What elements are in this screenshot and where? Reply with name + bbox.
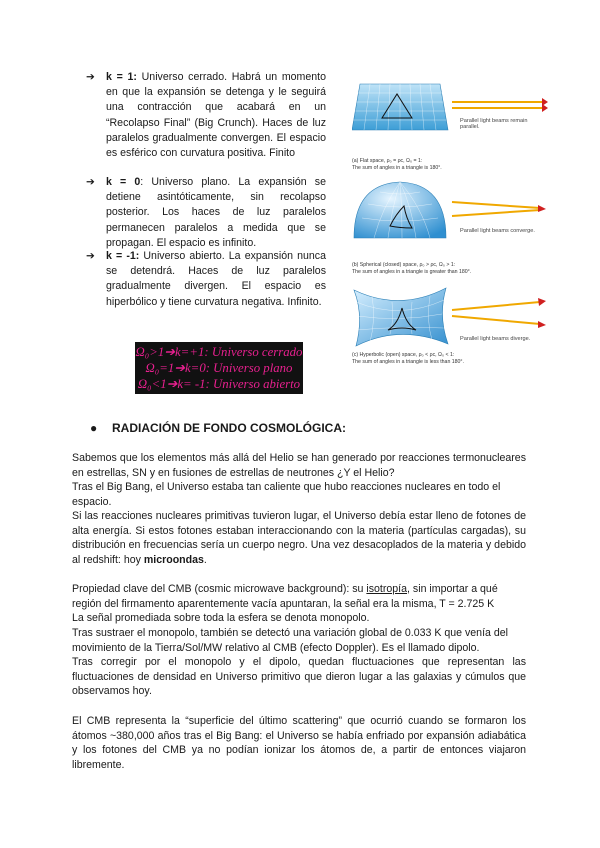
flat-grid-illustration bbox=[352, 78, 548, 144]
caption-line: The sum of angles in a triangle is 180°. bbox=[352, 165, 442, 171]
k-item-label: k = 1: bbox=[106, 71, 137, 83]
underlined-term: isotropía bbox=[366, 583, 408, 595]
paragraph-isotropy bbox=[72, 582, 526, 611]
arrow-right-icon: ➔ bbox=[86, 250, 95, 262]
beam-label: Parallel light beams diverge. bbox=[460, 336, 531, 342]
caption-line: (b) Spherical (closed) space, ρ₀ > ρc, Ω₀ > 1: bbox=[352, 262, 456, 268]
caption-line: (a) Flat space, ρ₀ = ρc, Ω₀ = 1: bbox=[352, 158, 423, 164]
bold-term: microondas bbox=[143, 553, 204, 566]
curvature-figure bbox=[352, 78, 548, 372]
section-title: RADIACIÓN DE FONDO COSMOLÓGICA: bbox=[112, 421, 346, 435]
sphere-illustration bbox=[352, 178, 548, 252]
k-item-label: k = 0 bbox=[106, 176, 141, 188]
flat-space-figure bbox=[352, 78, 548, 162]
paragraph-last-scattering: El CMB representa la “superficie del último scattering” que ocurrió cuando se formaron los átomos ~380,000 años tras el Big Bang: el Universo se había enfriado por expansión adiabática y los fotones del CMB ya no podían ionizar los átomos de, a partir de entonces viajaron libremente. bbox=[72, 715, 526, 771]
omega-formula-box bbox=[135, 342, 303, 394]
caption-line: The sum of angles in a triangle is greater than 180°. bbox=[352, 269, 472, 275]
paragraph-helium: Sabemos que los elementos más allá del Helio se han generado por reacciones termonucleares en estrellas, SN y en fusiones de estrellas de neutrones ¿Y el Helio? bbox=[72, 452, 526, 479]
paragraph-dipole: Tras sustraer el monopolo, también se detectó una variación global de 0.033 K que venía del movimiento de la Tierra/Sol/MW relativo al CMB (efecto Doppler). Es el llamado dipolo. bbox=[72, 627, 508, 654]
k-item-closed bbox=[86, 70, 326, 161]
paragraph-photons bbox=[72, 509, 526, 567]
paragraph-monopole: La señal promediada sobre toda la esfera se denota monopolo. bbox=[72, 612, 370, 624]
paragraph-text: Si las reacciones nucleares primitivas tuvieron lugar, el Universo debía estar lleno de fotones de alta energía. Si estos fotones estaban interaccionando con la materia (partículas cargadas), su distribución en frecuencias sería un cuerpo negro. Una vez desacoplados de la materia y debido al redshift: hoy bbox=[72, 510, 526, 566]
paragraph-fluctuations: Tras corregir por el monopolo y el dipolo, quedan fluctuaciones que representan las fluctuaciones de densidad en Universo primitivo que dieron lugar a las galaxias y cúmulos que observamos hoy. bbox=[72, 656, 526, 697]
formula-line-closed: Ω₀>1➔k=+1: Universo cerrado bbox=[135, 345, 303, 359]
figure-caption bbox=[352, 262, 548, 276]
k-item-open bbox=[86, 249, 326, 310]
k-item-text: Universo abierto. La expansión nunca se detendrá. Haces de luz paralelos gradualmente divergen. El espacio es hiperbólico y tiene curvatura negativa. Infinito. bbox=[106, 250, 326, 308]
spherical-space-figure bbox=[352, 178, 548, 262]
beam-label: Parallel light beams remain parallel. bbox=[460, 118, 528, 130]
figure-caption bbox=[352, 352, 548, 366]
k-item-text: Universo cerrado. Habrá un momento en que la expansión se detenga y le seguirá una contracción que acabará en un “Recolapso Final” (Big Crunch). Haces de luz paralelos gradualmente convergen. El espacio es esférico con curvatura positiva. Finito bbox=[106, 71, 326, 160]
bullet-icon: ● bbox=[90, 421, 98, 435]
section-heading bbox=[90, 421, 346, 435]
paragraph-text: , sin importar a qué región del firmamento aparentemente vacía apuntaran, la señal era la misma, T = 2.725 K bbox=[72, 583, 498, 610]
hyperbolic-space-figure bbox=[352, 282, 548, 354]
caption-line: The sum of angles in a triangle is less than 180°. bbox=[352, 359, 464, 365]
k-item-text: : Universo plano. La expansión se detiene asintóticamente, sin recolapso posterior. Los haces de luz paralelos permanecen paralelos a medida que se propagan. El espacio es infinito. bbox=[106, 176, 326, 249]
arrow-right-icon: ➔ bbox=[86, 176, 95, 188]
k-item-flat bbox=[86, 175, 326, 251]
arrow-right-icon: ➔ bbox=[86, 71, 95, 83]
paragraph-big-bang: Tras el Big Bang, el Universo estaba tan caliente que hubo reacciones nucleares en todo el espacio. bbox=[72, 481, 501, 508]
k-item-label: k = -1: bbox=[106, 250, 140, 262]
formula-line-flat: Ω₀=1➔k=0: Universo plano bbox=[145, 361, 293, 375]
caption-line: (c) Hyperbolic (open) space, ρ₀ < ρc, Ω₀ < 1: bbox=[352, 352, 455, 358]
formula-line-open: Ω₀<1➔k= -1: Universo abierto bbox=[137, 377, 301, 391]
paragraph-text: Propiedad clave del CMB (cosmic microwave background): su bbox=[72, 583, 367, 595]
paragraph-text: . bbox=[203, 553, 207, 566]
beam-label: Parallel light beams converge. bbox=[460, 228, 535, 234]
